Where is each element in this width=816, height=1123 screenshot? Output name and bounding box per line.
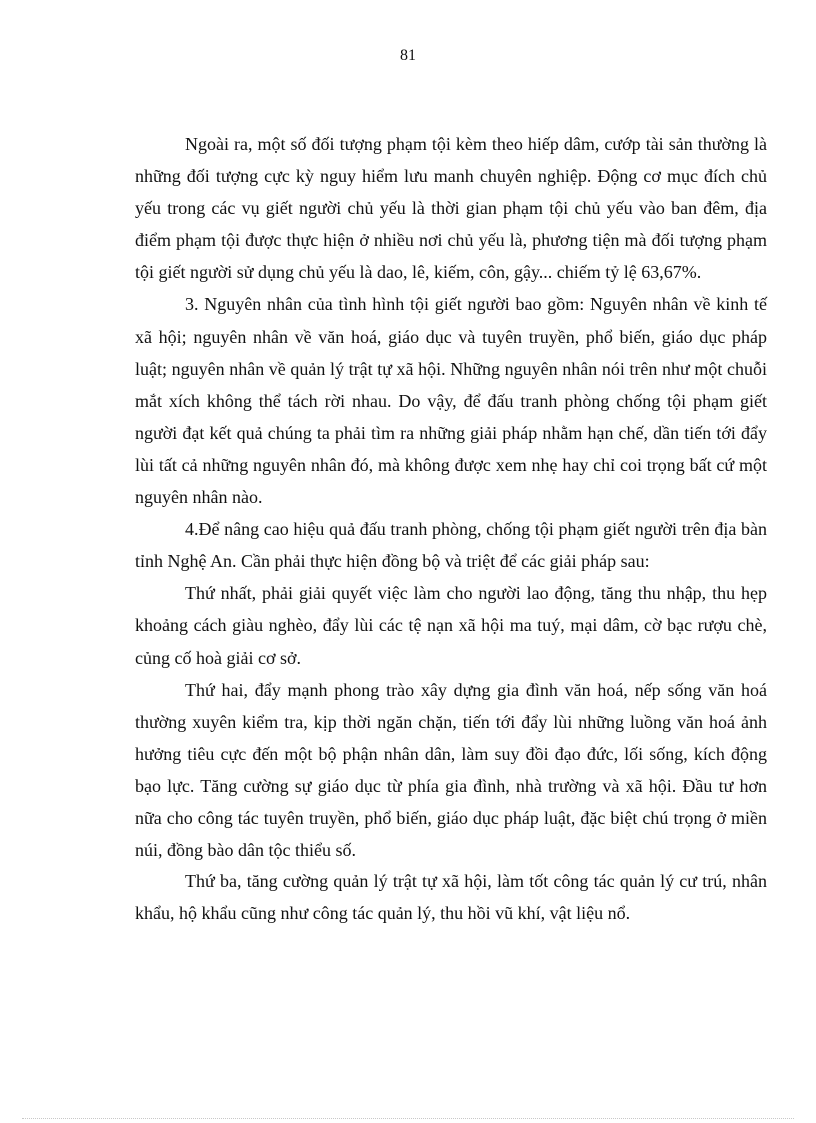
page-bottom-divider	[22, 1118, 794, 1119]
document-body	[135, 128, 767, 929]
paragraph-causes: 3. Nguyên nhân của tình hình tội giết người bao gồm: Nguyên nhân về kinh tế xã hội; nguyên nhân về văn hoá, giáo dục và tuyên truyền, phổ biến, giáo dục pháp luật; nguyên nhân về quản lý trật tự xã hội. Những nguyên nhân nói trên như một chuỗi mắt xích không thể tách rời nhau. Do vậy, để đấu tranh phòng chống tội phạm giết người đạt kết quả chúng ta phải tìm ra những giải pháp nhằm hạn chế, dần tiến tới đẩy lùi tất cả những nguyên nhân đó, mà không được xem nhẹ hay chỉ coi trọng bất cứ một nguyên nhân nào.	[135, 294, 767, 508]
paragraph-solutions-intro: 4.Để nâng cao hiệu quả đấu tranh phòng, chống tội phạm giết người trên địa bàn tỉnh Nghệ An. Cần phải thực hiện đồng bộ và triệt để các giải pháp sau:	[135, 519, 767, 572]
paragraph-solution-second: Thứ hai, đẩy mạnh phong trào xây dựng gia đình văn hoá, nếp sống văn hoá thường xuyên kiểm tra, kịp thời ngăn chặn, tiến tới đẩy lùi những luồng văn hoá ảnh hưởng tiêu cực đến một bộ phận nhân dân, làm suy đồi đạo đức, lối sống, kích động bạo lực. Tăng cường sự giáo dục từ phía gia đình, nhà trường và xã hội. Đầu tư hơn nữa cho công tác tuyên truyền, phổ biến, giáo dục pháp luật, đặc biệt chú trọng ở miền núi, đồng bào dân tộc thiểu số.	[135, 679, 767, 861]
paragraph-offender-profile: Ngoài ra, một số đối tượng phạm tội kèm theo hiếp dâm, cướp tài sản thường là những đối tượng cực kỳ nguy hiểm lưu manh chuyên nghiệp. Động cơ mục đích chủ yếu trong các vụ giết người chủ yếu là thời gian phạm tội chủ yếu vào ban đêm, địa điểm phạm tội được thực hiện ở nhiều nơi chủ yếu là, phương tiện mà đối tượng phạm tội giết người sử dụng chủ yếu là dao, lê, kiếm, côn, gậy... chiếm tỷ lệ 63,67%.	[135, 134, 767, 283]
paragraph-solution-third: Thứ ba, tăng cường quản lý trật tự xã hội, làm tốt công tác quản lý cư trú, nhân khẩu, hộ khẩu cũng như công tác quản lý, thu hồi vũ khí, vật liệu nổ.	[135, 871, 767, 923]
page-number: 81	[400, 47, 416, 64]
paragraph-solution-first: Thứ nhất, phải giải quyết việc làm cho người lao động, tăng thu nhập, thu hẹp khoảng cách giàu nghèo, đẩy lùi các tệ nạn xã hội ma tuý, mại dâm, cờ bạc rượu chè, củng cố hoà giải cơ sở.	[135, 583, 767, 668]
